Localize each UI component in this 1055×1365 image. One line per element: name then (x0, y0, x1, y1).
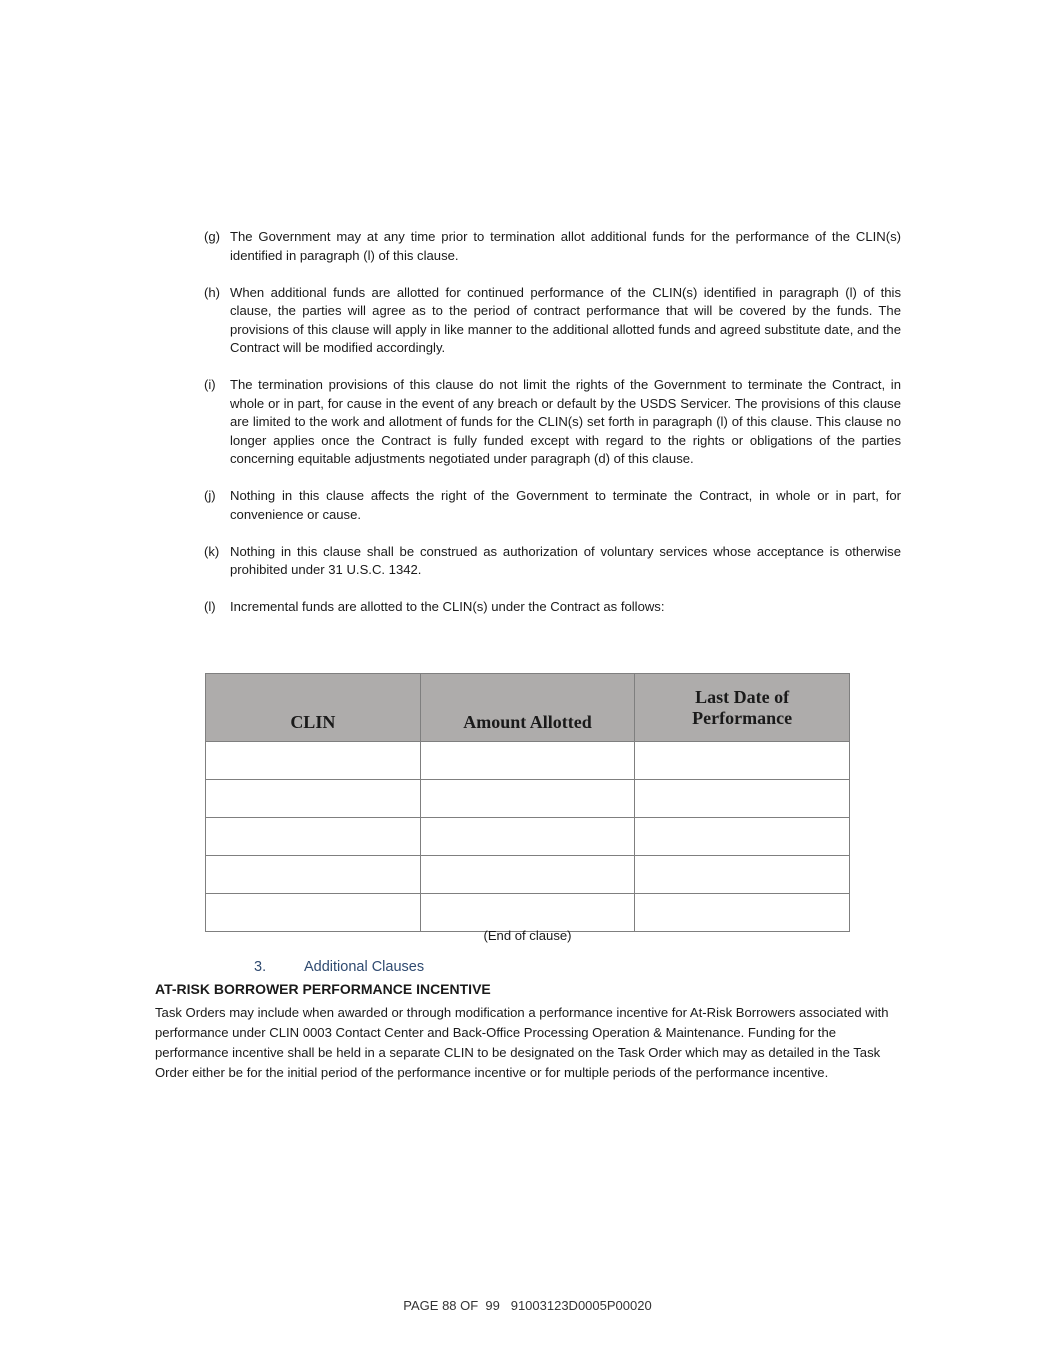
clause-label: (l) (204, 599, 216, 614)
section-number: 3. (254, 959, 267, 975)
table-header-row (206, 674, 850, 742)
table-cell (420, 894, 635, 932)
clause-l (204, 598, 901, 617)
table-cell (635, 894, 850, 932)
table-row (206, 742, 850, 780)
table-row (206, 780, 850, 818)
clause-k (204, 543, 901, 580)
column-header-last-date-of-performance (635, 674, 850, 742)
header-line: Last Date of (695, 686, 790, 707)
incentive-subheading: AT-RISK BORROWER PERFORMANCE INCENTIVE (155, 981, 491, 997)
table-cell (420, 856, 635, 894)
clause-j (204, 487, 901, 524)
clause-label: (i) (204, 377, 216, 392)
table-cell (635, 818, 850, 856)
column-header-amount-allotted: Amount Allotted (420, 674, 635, 742)
clause-text: Incremental funds are allotted to the CLIN(s) under the Contract as follows: (230, 599, 665, 614)
clause-i (204, 376, 901, 469)
clause-text: Nothing in this clause affects the right of the Government to terminate the Contract, in whole or in part, for convenience or cause. (230, 488, 901, 522)
clause-label: (j) (204, 488, 216, 503)
page-footer: PAGE 88 OF 99 91003123D0005P00020 (403, 1298, 652, 1313)
section-title: Additional Clauses (304, 959, 425, 975)
table-cell (206, 780, 421, 818)
clause-h (204, 284, 901, 358)
header-line: Performance (692, 707, 793, 728)
clause-g (204, 228, 901, 265)
clause-text: The Government may at any time prior to termination allot additional funds for the performance of the CLIN(s) identified in paragraph (l) of this clause. (230, 229, 901, 263)
clause-label: (k) (204, 543, 220, 559)
table-cell (635, 742, 850, 780)
clause-text: When additional funds are allotted for continued performance of the CLIN(s) identified in paragraph (l) of this clause, the parties will agree as to the period of contract performance that will be covered by the funds. The provisions of this clause will apply in like manner to the additional allotted funds and agreed substitute date, and the Contract will be modified accordingly. (230, 284, 901, 355)
clause-text: The termination provisions of this clause do not limit the rights of the Government to terminate the Contract, in whole or in part, for cause in the event of any breach or default by the USDS Servicer. The provisions of this clause are limited to the work and allotment of funds for the CLIN(s) set forth in paragraph (l) of this clause. This clause no longer applies once the Contract is fully funded except with regard to the rights or obligations of the parties concerning equitable adjustments negotiated under paragraph (d) of this clause. (230, 377, 901, 466)
column-header-clin: CLIN (206, 674, 421, 742)
incentive-paragraph: Task Orders may include when awarded or through modification a performance incentive for At-Risk Borrowers associated with performance under CLIN 0003 Contact Center and Back-Office Processing Operation & Maintenance. Funding for the performance incentive shall be held in a separate CLIN to be designated on the Task Order which may as detailed in the Task Order either be for the initial period of the performance incentive or for multiple periods of the performance incentive. (155, 1005, 889, 1080)
funds-allotment-table (205, 673, 850, 932)
table-cell (420, 818, 635, 856)
table-row (206, 856, 850, 894)
table-cell (206, 818, 421, 856)
table-cell (206, 742, 421, 780)
section-heading (254, 959, 424, 975)
table-cell (206, 894, 421, 932)
table-row (206, 818, 850, 856)
clause-label: (g) (204, 229, 221, 244)
end-of-clause-note: (End of clause) (483, 928, 572, 943)
table-cell (635, 856, 850, 894)
table-cell (420, 780, 635, 818)
table-cell (420, 742, 635, 780)
clause-label: (h) (204, 284, 221, 300)
table-cell (635, 780, 850, 818)
clause-text: Nothing in this clause shall be construed as authorization of voluntary services whose acceptance is otherwise prohibited under 31 U.S.C. 1342. (230, 543, 901, 577)
clause-list (204, 228, 901, 635)
table-cell (206, 856, 421, 894)
table-row (206, 894, 850, 932)
